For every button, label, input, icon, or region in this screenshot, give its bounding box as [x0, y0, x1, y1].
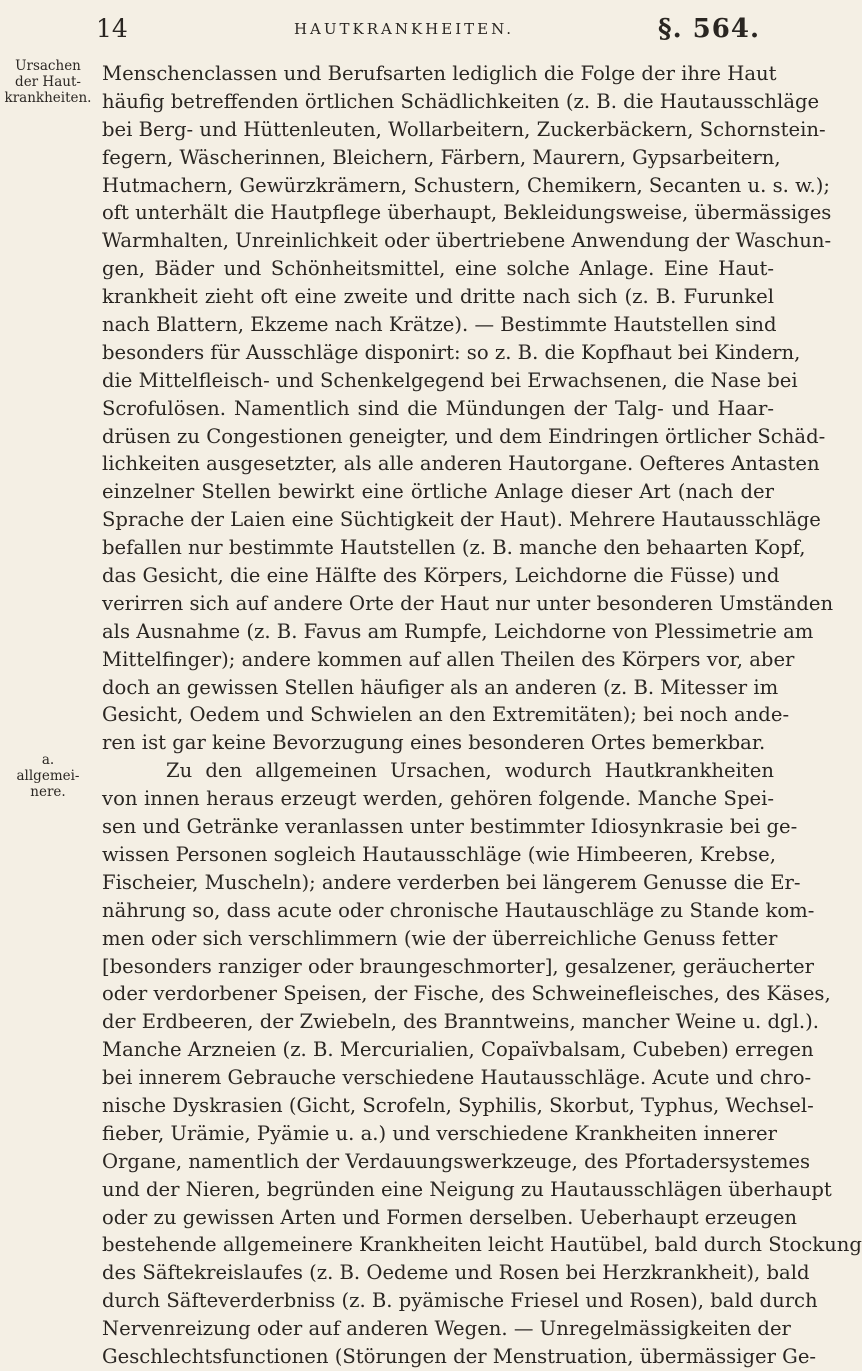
text-line: bestehende allgemeinere Krankheiten leicht Hautübel, bald durch Stockung: [102, 1233, 862, 1257]
text-line: oft unterhält die Hautpflege überhaupt, Bekleidungsweise, übermässiges: [102, 201, 832, 225]
text-line: nische Dyskrasien (Gicht, Scrofeln, Syphilis, Skorbut, Typhus, Wechsel-: [102, 1093, 814, 1117]
running-head: HAUTKRANKHEITEN.: [293, 20, 515, 38]
text-line: [besonders ranziger oder braungeschmorter], gesalzener, geräucherter: [102, 954, 814, 978]
text-line: Mittelfinger); andere kommen auf allen Theilen des Körpers vor, aber: [102, 647, 795, 671]
text-line: bei Berg- und Hüttenleuten, Wollarbeitern, Zuckerbäckern, Schornstein-: [102, 117, 826, 141]
text-line: bei innerem Gebrauche verschiedene Hautausschläge. Acute und chro-: [102, 1066, 812, 1090]
text-line: nach Blattern, Ekzeme nach Krätze). — Bestimmte Hautstellen sind: [102, 313, 777, 337]
margin-note-general-line-2: allgemei-: [16, 768, 80, 784]
text-line: fegern, Wäscherinnen, Bleichern, Färbern, Maurern, Gypsarbeitern,: [102, 145, 781, 169]
text-line: sen und Getränke veranlassen unter bestimmter Idiosynkrasie bei ge-: [102, 815, 798, 839]
text-line: nährung so, dass acute oder chronische Hautauschläge zu Stande kom-: [102, 898, 815, 922]
text-line: einzelner Stellen bewirkt eine örtliche Anlage dieser Art (nach der: [102, 480, 774, 504]
text-line: Manche Arzneien (z. B. Mercurialien, Copaïvbalsam, Cubeben) erregen: [102, 1038, 814, 1062]
text-line: Fischeier, Muscheln); andere verderben bei längerem Genusse die Er-: [102, 870, 801, 894]
text-line: Menschenclassen und Berufsarten lediglich die Folge der ihre Haut: [102, 62, 777, 85]
text-line: Warmhalten, Unreinlichkeit oder übertriebene Anwendung der Waschun-: [102, 229, 832, 253]
text-line: doch an gewissen Stellen häufiger als an anderen (z. B. Mitesser im: [102, 675, 779, 699]
text-line: ren ist gar keine Bevorzugung eines besonderen Ortes bemerkbar.: [102, 731, 766, 755]
text-line: befallen nur bestimmte Hautstellen (z. B. manche den behaarten Kopf,: [102, 536, 806, 560]
text-line: lichkeiten ausgesetzter, als alle anderen Hautorgane. Oefteres Antasten: [102, 452, 820, 476]
text-line: besonders für Ausschläge disponirt: so z. B. die Kopfhaut bei Kindern,: [102, 340, 801, 364]
margin-note-general-line-1: a.: [41, 752, 55, 768]
page-number: 14: [96, 14, 128, 43]
text-line: Sprache der Laien eine Süchtigkeit der Haut). Mehrere Hautausschläge: [102, 508, 821, 532]
text-line: Zu den allgemeinen Ursachen, wodurch Hautkrankheiten: [166, 759, 774, 783]
margin-note-general: [2, 752, 94, 800]
text-line: durch Säfteverderbniss (z. B. pyämische Friesel und Rosen), bald durch: [102, 1289, 818, 1313]
margin-note-causes: [2, 58, 94, 106]
text-line: von innen heraus erzeugt werden, gehören folgende. Manche Spei-: [102, 787, 774, 811]
text-line: Hutmachern, Gewürzkrämern, Schustern, Chemikern, Secanten u. s. w.);: [102, 173, 831, 197]
section-number: §. 564.: [657, 14, 760, 44]
text-line: der Erdbeeren, der Zwiebeln, des Branntweins, mancher Weine u. dgl.).: [102, 1010, 819, 1034]
text-line: gen, Bäder und Schönheitsmittel, eine solche Anlage. Eine Haut-: [102, 257, 774, 281]
text-line: Scrofulösen. Namentlich sind die Mündungen der Talg- und Haar-: [102, 396, 774, 420]
text-line: Organe, namentlich der Verdauungswerkzeuge, des Pfortadersystemes: [102, 1149, 811, 1173]
text-line: das Gesicht, die eine Hälfte des Körpers, Leichdorne die Füsse) und: [102, 564, 780, 588]
text-line: Gesicht, Oedem und Schwielen an den Extremitäten); bei noch ande-: [102, 703, 790, 727]
text-line: men oder sich verschlimmern (wie der überreichliche Genuss fetter: [102, 926, 778, 950]
text-line: als Ausnahme (z. B. Favus am Rumpfe, Leichdorne von Plessimetrie am: [102, 619, 814, 643]
text-line: oder zu gewissen Arten und Formen derselben. Ueberhaupt erzeugen: [102, 1205, 798, 1229]
text-line: die Mittelfleisch- und Schenkelgegend bei Erwachsenen, die Nase bei: [102, 368, 798, 392]
text-line: und der Nieren, begründen eine Neigung zu Hautausschlägen überhaupt: [102, 1177, 832, 1201]
text-line: häufig betreffenden örtlichen Schädlichkeiten (z. B. die Hautausschläge: [102, 89, 820, 113]
margin-note-causes-line-1: Ursachen der Haut-: [15, 58, 81, 90]
text-line: Nervenreizung oder auf anderen Wegen. — Unregelmässigkeiten der: [102, 1317, 791, 1341]
body-text: [102, 60, 862, 1371]
text-line: drüsen zu Congestionen geneigter, und dem Eindringen örtlicher Schäd-: [102, 424, 826, 448]
margin-note-general-line-3: nere.: [30, 784, 66, 800]
text-line: Geschlechtsfunctionen (Störungen der Menstruation, übermässiger Ge-: [102, 1344, 817, 1368]
page-header: [48, 14, 760, 46]
text-line: oder verdorbener Speisen, der Fische, des Schweinefleisches, des Käses,: [102, 982, 831, 1006]
text-line: verirren sich auf andere Orte der Haut nur unter besonderen Umständen: [102, 591, 834, 615]
text-line: wissen Personen sogleich Hautausschläge (wie Himbeeren, Krebse,: [102, 842, 776, 866]
margin-note-causes-line-2: krankheiten.: [4, 90, 92, 106]
text-line: des Säftekreislaufes (z. B. Oedeme und Rosen bei Herzkrankheit), bald: [102, 1261, 810, 1285]
text-line: fieber, Urämie, Pyämie u. a.) und verschiedene Krankheiten innerer: [102, 1121, 777, 1145]
text-line: krankheit zieht oft eine zweite und dritte nach sich (z. B. Furunkel: [102, 285, 774, 309]
